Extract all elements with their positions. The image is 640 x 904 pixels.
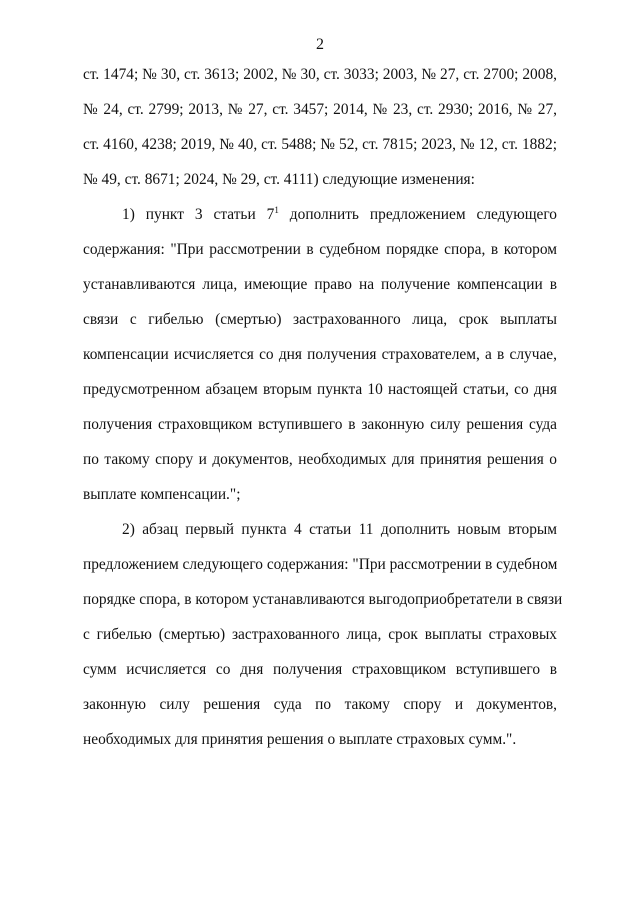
text-line: по такому спору и документов, необходимых для принятия решения о (83, 451, 557, 468)
text-line: получения страховщиком вступившего в законную силу решения суда (83, 416, 557, 433)
text-line: № 49, ст. 8671; 2024, № 29, ст. 4111) следующие изменения: (83, 171, 475, 188)
text-line: устанавливаются лица, имеющие право на получение компенсации в (83, 276, 557, 293)
article-superscript: 1 (274, 205, 279, 215)
item-2-first-line: 2) абзац первый пункта 4 статьи 11 дополнить новым вторым (122, 521, 557, 538)
text-line: предусмотренном абзацем вторым пункта 10 настоящей статьи, со дня (83, 381, 557, 398)
text-line: ст. 1474; № 30, ст. 3613; 2002, № 30, ст. 3033; 2003, № 27, ст. 2700; 2008, (83, 66, 557, 83)
text-line: выплате компенсации."; (83, 486, 241, 503)
page-number: 2 (316, 36, 324, 53)
text-line: содержания: "При рассмотрении в судебном порядке спора, в котором (83, 241, 557, 258)
text-line: компенсации исчисляется со дня получения страхователем, а в случае, (83, 346, 557, 363)
text-line: предложением следующего содержания: "При рассмотрении в судебном (83, 556, 558, 573)
text-line: законную силу решения суда по такому спору и документов, (83, 696, 557, 713)
item-1-text-before: 1) пункт 3 статьи 7 (122, 206, 275, 223)
item-1-first-line (122, 206, 557, 224)
text-line: сумм исчисляется со дня получения страховщиком вступившего в (83, 661, 557, 678)
text-line: порядке спора, в котором устанавливаются выгодоприобретатели в связи (83, 591, 563, 608)
text-line: ст. 4160, 4238; 2019, № 40, ст. 5488; № 52, ст. 7815; 2023, № 12, ст. 1882; (83, 136, 557, 153)
item-1-text-after: дополнить предложением следующего (278, 206, 557, 223)
text-line: с гибелью (смертью) застрахованного лица, срок выплаты страховых (83, 626, 557, 643)
text-line: № 24, ст. 2799; 2013, № 27, ст. 3457; 2014, № 23, ст. 2930; 2016, № 27, (83, 101, 557, 118)
text-line: необходимых для принятия решения о выплате страховых сумм.". (83, 731, 517, 748)
text-line: связи с гибелью (смертью) застрахованного лица, срок выплаты (83, 311, 557, 328)
